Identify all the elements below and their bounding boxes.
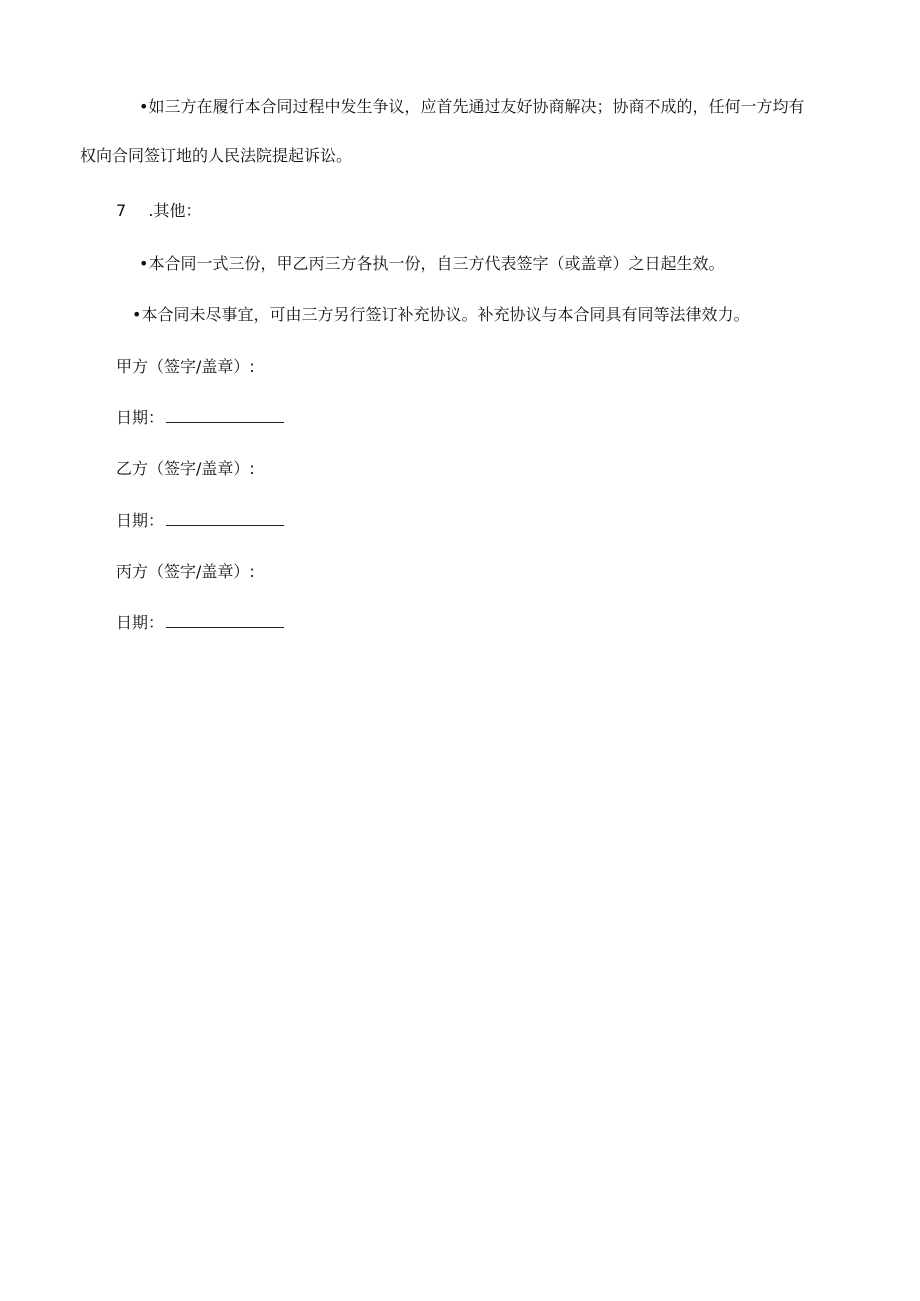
others-item-copies: •本合同一式三份，甲乙丙三方各执一份，自三方代表签字（或盖章）之日起生效。 <box>139 254 725 273</box>
party-c-signature-label: 丙方（签字/盖章）: <box>116 562 255 581</box>
dispute-clause-line1: •如三方在履行本合同过程中发生争议，应首先通过友好协商解决；协商不成的，任何一方均有 <box>139 97 805 116</box>
date-label: 日期： <box>116 511 165 530</box>
section-title: .其他： <box>148 201 202 220</box>
party-a-signature-label: 甲方（签字/盖章）: <box>116 357 255 376</box>
others-item-supplement: •本合同未尽事宜，可由三方另行签订补充协议。补充协议与本合同具有同等法律效力。 <box>132 305 750 324</box>
date-label: 日期： <box>116 408 165 427</box>
date-label: 日期： <box>116 613 165 632</box>
party-b-signature-label: 乙方（签字/盖章）: <box>116 459 255 478</box>
dispute-clause-line2: 权向合同签订地的人民法院提起诉讼。 <box>80 146 353 165</box>
section-number: 7 <box>116 201 127 220</box>
party-a-date <box>116 408 284 428</box>
date-blank-line <box>166 408 284 423</box>
party-b-date <box>116 511 284 531</box>
date-blank-line <box>166 511 284 526</box>
date-blank-line <box>166 613 284 628</box>
party-c-date <box>116 613 284 633</box>
section-7-heading <box>116 201 201 221</box>
